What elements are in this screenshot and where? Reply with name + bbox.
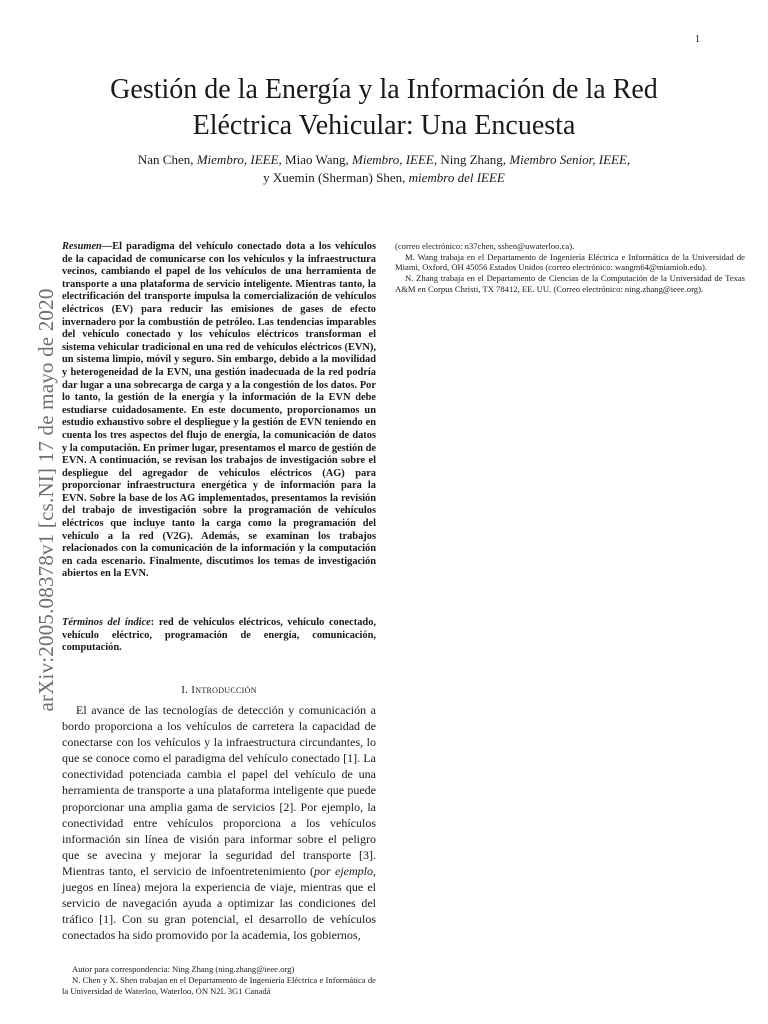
author-affiliation: Miembro, IEEE,: [352, 152, 438, 167]
footnotes-right: [395, 241, 745, 295]
intro-text: El avance de las tecnologías de detección y comunicación a bordo proporciona a los vehículos de carretera la capacidad de conectarse con los vehículos y la infraestructura circundantes, lo que se conoce como el paradigma del vehículo conectado [1]. La conectividad potenciada cambia el papel del vehículo de una herramienta de transporte a una plataforma inteligente que puede proporcionar una amplia gama de servicios [2]. Por ejemplo, la conectividad entre vehículos proporciona a los vehículos información sin línea de visión para informar sobre el peligro que se avecina y mejorar la seguridad del transporte [3]. Mientras tanto, el servicio de infoentretenimiento (: [62, 703, 376, 878]
author-name: y Xuemin (Sherman) Shen,: [263, 170, 406, 185]
affiliation-note: N. Zhang trabaja en el Departamento de Ciencias de la Computación de la Universidad de Texas A&M en Corpus Christi, TX 78412, EE. UU. (Correo electrónico: ning.zhang@ieee.org).: [395, 273, 745, 294]
section-title: Introducción: [191, 684, 257, 696]
section-numeral: I.: [181, 684, 189, 696]
arxiv-identifier: arXiv:2005.08378v1 [cs.NI] 17 de mayo de 2020: [34, 288, 58, 712]
intro-text-cont: , juegos en línea) mejora la experiencia de viaje, mientras que el servicio de navegación ayuda a optimizar las condiciones del tráfico [1]. Con su gran potencial, el desarrollo de vehículos conectados ha sido promovido por la academia, los gobiernos,: [62, 863, 376, 943]
abstract-label: Resumen: [62, 241, 102, 252]
corresponding-author-note: Autor para correspondencia: Ning Zhang (ning.zhang@ieee.org): [72, 964, 295, 974]
author-name: Ning Zhang,: [440, 152, 507, 167]
affiliation-note-cont: (correo electrónico: n37chen, sshen@uwaterloo.ca).: [395, 241, 575, 251]
abstract-text: —El paradigma del vehículo conectado dota a los vehículos de la capacidad de comunicarse con los vehículos y la infraestructura vecinos, cambiando el papel de los vehículos de una herramienta de transporte a una plataforma de servicio inteligente. Mientras tanto, la electrificación del transporte impulsa la comercialización de vehículos eléctricos (EV) para reducir las emisiones de gases de efecto invernadero por la combustión de petróleo. Las tendencias imparables del vehículo conectado y los vehículos eléctricos transforman el sistema vehicular tradicional en una red de vehículos eléctricos (EVN), un sistema limpio, móvil y seguro. Sin embargo, debido a la movilidad y heterogeneidad de la EVN, una gestión inadecuada de la red podría dar lugar a una sobrecarga de carga y a la congestión de los datos. Por lo tanto, la gestión de la energía y la información de la EVN debe estudiarse cuidadosamente. En este documento, proporcionamos un estudio exhaustivo sobre el despliegue y la gestión de EVN teniendo en cuenta los tres aspectos del flujo de energía, la comunicación de datos y la computación. En primer lugar, presentamos el marco de gestión de EVN. A continuación, se revisan los trabajos de investigación sobre el despliegue del agregador de vehículos eléctricos (AG) para proporcionar infraestructura energética y de información para la EVN. Sobre la base de los AG implementados, presentamos la revisión del trabajo de investigación sobre la programación de vehículos eléctricos que incluye tanto la carga como la programación del vehículo a la red (V2G). Además, se examinan los trabajos relacionados con la comunicación de la información y la computación en cada escenario. Finalmente, discutimos los temas de investigación abiertos en la EVN.: [62, 241, 376, 580]
index-terms-label: Términos del índice: [62, 617, 151, 628]
affiliation-note: N. Chen y X. Shen trabajan en el Departamento de Ingeniería Eléctrica e Informática de la Universidad de Waterloo, Waterloo, ON N2L 3G1 Canadá: [62, 975, 376, 997]
author-name: Miao Wang,: [285, 152, 349, 167]
author-name: Nan Chen,: [137, 152, 194, 167]
introduction-paragraph: [62, 702, 376, 943]
footnotes-left: [62, 964, 376, 998]
author-affiliation: Miembro Senior, IEEE,: [509, 152, 631, 167]
section-heading: [62, 684, 376, 696]
paper-title: Gestión de la Energía y la Información de la Red Eléctrica Vehicular: Una Encuesta: [110, 74, 658, 141]
index-terms-text: : red de vehículos eléctricos, vehículo conectado, vehículo eléctrico, programación de energía, comunicación, computación.: [62, 617, 376, 654]
author-affiliation: Miembro, IEEE,: [196, 152, 282, 167]
intro-emphasis: por ejemplo: [314, 863, 373, 878]
author-affiliation: miembro del IEEE: [408, 170, 505, 185]
author-list: [80, 151, 688, 187]
affiliation-note: M. Wang trabaja en el Departamento de Ingeniería Eléctrica e Informática de la Universidad de Miami, Oxford, OH 45056 Estados Unidos (correo electrónico: wangm64@miamioh.edu).: [395, 251, 745, 273]
index-terms: [62, 617, 376, 655]
page-number: 1: [695, 34, 700, 45]
abstract: [62, 241, 376, 581]
